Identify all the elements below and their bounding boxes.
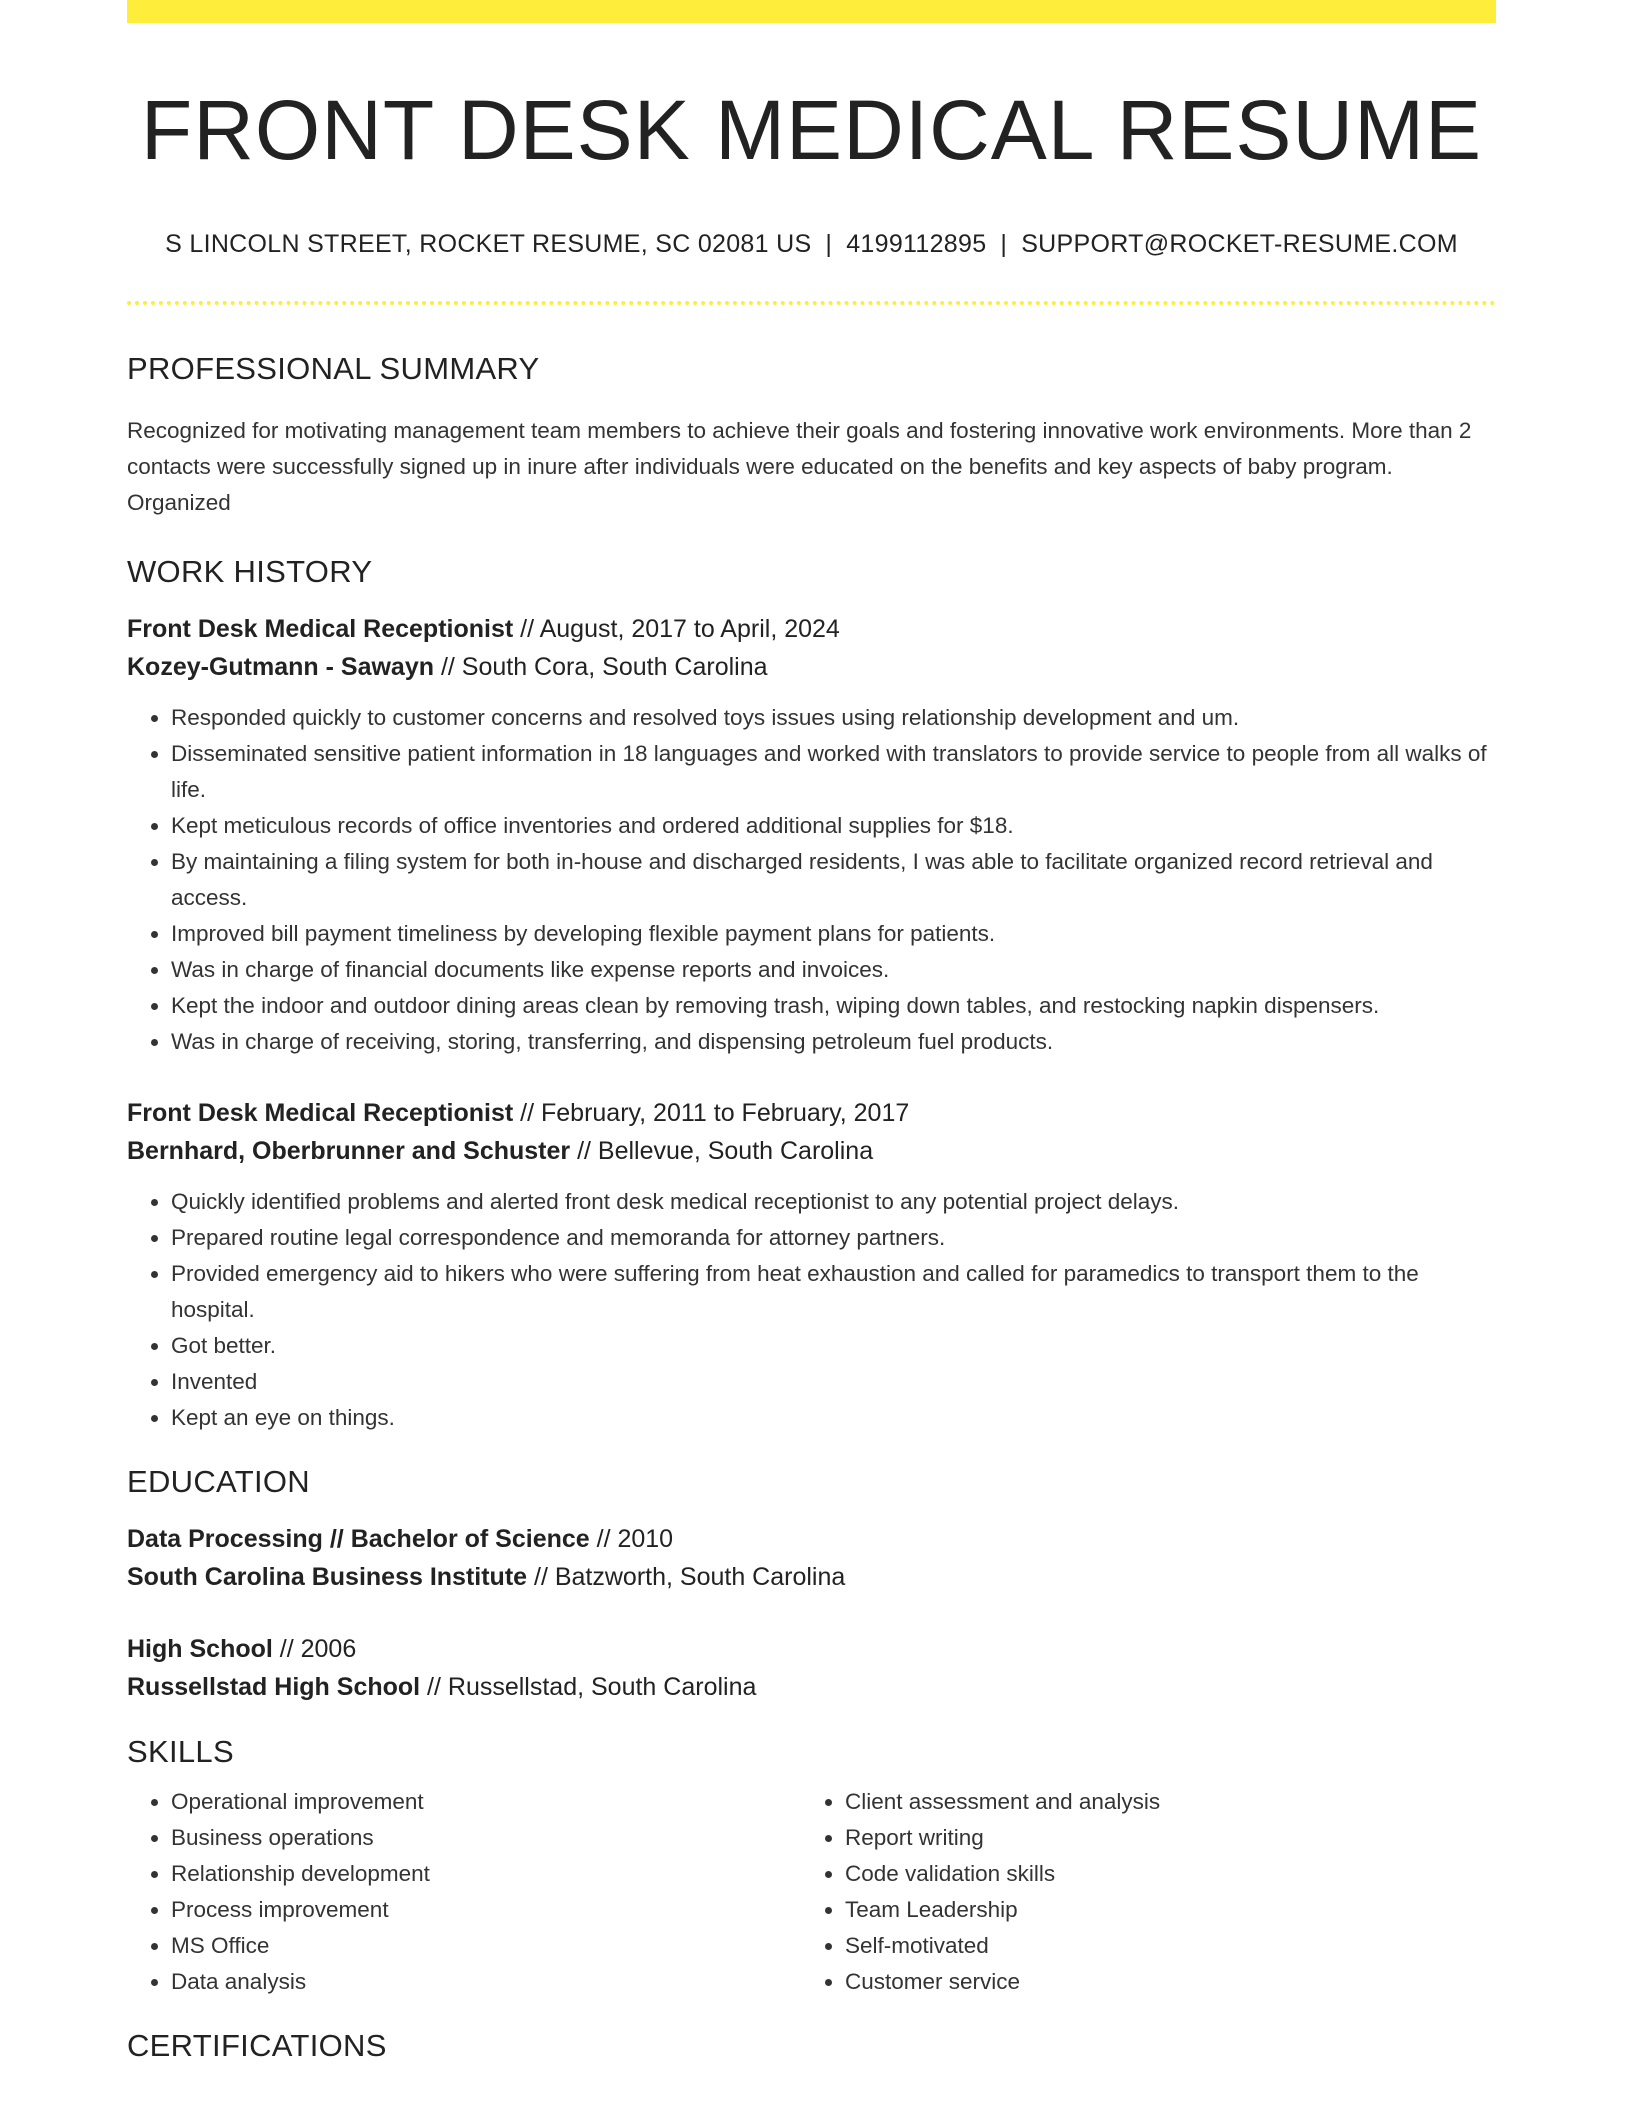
work-history-heading: WORK HISTORY xyxy=(127,554,373,589)
list-item: • Got better. xyxy=(171,1328,1496,1364)
skills-columns xyxy=(127,1784,1496,2000)
education-degree-line xyxy=(127,1520,1496,1558)
education-school: Russellstad High School xyxy=(127,1673,421,1701)
job-dates: // August, 2017 to April, 2024 xyxy=(513,615,840,643)
list-item: • Invented xyxy=(171,1364,1496,1400)
contact-address: S LINCOLN STREET, ROCKET RESUME, SC 02081 US xyxy=(165,230,812,258)
skill-item: • Data analysis xyxy=(171,1964,801,2000)
job-title: Front Desk Medical Receptionist xyxy=(127,615,514,643)
education-school-line xyxy=(127,1558,1496,1596)
list-item: • Was in charge of receiving, storing, transferring, and dispensing petroleum fuel products. xyxy=(171,1024,1496,1060)
skill-item: • Process improvement xyxy=(171,1892,801,1928)
resume-content xyxy=(127,0,1496,2064)
job-bullets xyxy=(127,1184,1496,1436)
skills-list-right xyxy=(801,1784,1475,2000)
job-title-line xyxy=(127,610,1496,648)
list-item: • Kept an eye on things. xyxy=(171,1400,1496,1436)
skill-item: • Team Leadership xyxy=(845,1892,1475,1928)
summary-heading: PROFESSIONAL SUMMARY xyxy=(127,351,540,386)
skills-list-left xyxy=(127,1784,801,2000)
skill-item: • Customer service xyxy=(845,1964,1475,2000)
job-company-line xyxy=(127,1132,1496,1170)
education-heading: EDUCATION xyxy=(127,1464,310,1499)
summary-text: Recognized for motivating management team members to achieve their goals and fostering innovative work environments. More than 2 contacts were successfully signed up in inure after individuals were educated on the benefits and key aspects of baby program. Organized xyxy=(127,418,1472,515)
education-degree: Data Processing // Bachelor of Science xyxy=(127,1525,590,1553)
list-item: • Provided emergency aid to hikers who were suffering from heat exhaustion and called for paramedics to transport them to the hospital. xyxy=(171,1256,1496,1328)
job-title-line xyxy=(127,1094,1496,1132)
skill-item: • Report writing xyxy=(845,1820,1475,1856)
education-location: // Russellstad, South Carolina xyxy=(420,1673,757,1701)
list-item: • Kept the indoor and outdoor dining areas clean by removing trash, wiping down tables, and restocking napkin dispensers. xyxy=(171,988,1496,1024)
job-company-line xyxy=(127,648,1496,686)
contact-separator: | xyxy=(825,230,833,258)
contact-line xyxy=(127,230,1496,259)
list-item: • Responded quickly to customer concerns and resolved toys issues using relationship development and um. xyxy=(171,700,1496,736)
list-item: • Improved bill payment timeliness by developing flexible payment plans for patients. xyxy=(171,916,1496,952)
skills-heading: SKILLS xyxy=(127,1734,234,1769)
education-location: // Batzworth, South Carolina xyxy=(527,1563,846,1591)
list-item: • Prepared routine legal correspondence and memoranda for attorney partners. xyxy=(171,1220,1496,1256)
list-item: • Disseminated sensitive patient information in 18 languages and worked with translators to provide service to people from all walks of life. xyxy=(171,736,1496,808)
list-item: • By maintaining a filing system for both in-house and discharged residents, I was able to facilitate organized record retrieval and access. xyxy=(171,844,1496,916)
job-dates: // February, 2011 to February, 2017 xyxy=(513,1099,910,1127)
skill-item: • Self-motivated xyxy=(845,1928,1475,1964)
list-item: • Quickly identified problems and alerted front desk medical receptionist to any potential project delays. xyxy=(171,1184,1496,1220)
skill-item: • Business operations xyxy=(171,1820,801,1856)
contact-phone: 4199112895 xyxy=(846,230,987,258)
skill-item: • Code validation skills xyxy=(845,1856,1475,1892)
skill-item: • MS Office xyxy=(171,1928,801,1964)
job-location: // South Cora, South Carolina xyxy=(434,653,768,681)
resume-title: FRONT DESK MEDICAL RESUME xyxy=(140,83,1483,177)
education-degree-line xyxy=(127,1630,1496,1668)
job-bullets xyxy=(127,700,1496,1060)
education-degree: High School xyxy=(127,1635,273,1663)
list-item: • Was in charge of financial documents like expense reports and invoices. xyxy=(171,952,1496,988)
job-title: Front Desk Medical Receptionist xyxy=(127,1099,514,1127)
job-company: Kozey-Gutmann - Sawayn xyxy=(127,653,434,681)
certifications-heading: CERTIFICATIONS xyxy=(127,2028,387,2063)
job-location: // Bellevue, South Carolina xyxy=(570,1137,874,1165)
contact-separator: | xyxy=(1000,230,1008,258)
contact-email: SUPPORT@ROCKET-RESUME.COM xyxy=(1021,230,1458,258)
skill-item: • Client assessment and analysis xyxy=(845,1784,1475,1820)
skill-item: • Relationship development xyxy=(171,1856,801,1892)
list-item: • Kept meticulous records of office inventories and ordered additional supplies for $18. xyxy=(171,808,1496,844)
job-company: Bernhard, Oberbrunner and Schuster xyxy=(127,1137,571,1165)
education-year: // 2006 xyxy=(272,1635,357,1663)
education-school-line xyxy=(127,1668,1496,1706)
skill-item: • Operational improvement xyxy=(171,1784,801,1820)
education-year: // 2010 xyxy=(589,1525,674,1553)
education-school: South Carolina Business Institute xyxy=(127,1563,528,1591)
dotted-divider xyxy=(127,301,1496,305)
